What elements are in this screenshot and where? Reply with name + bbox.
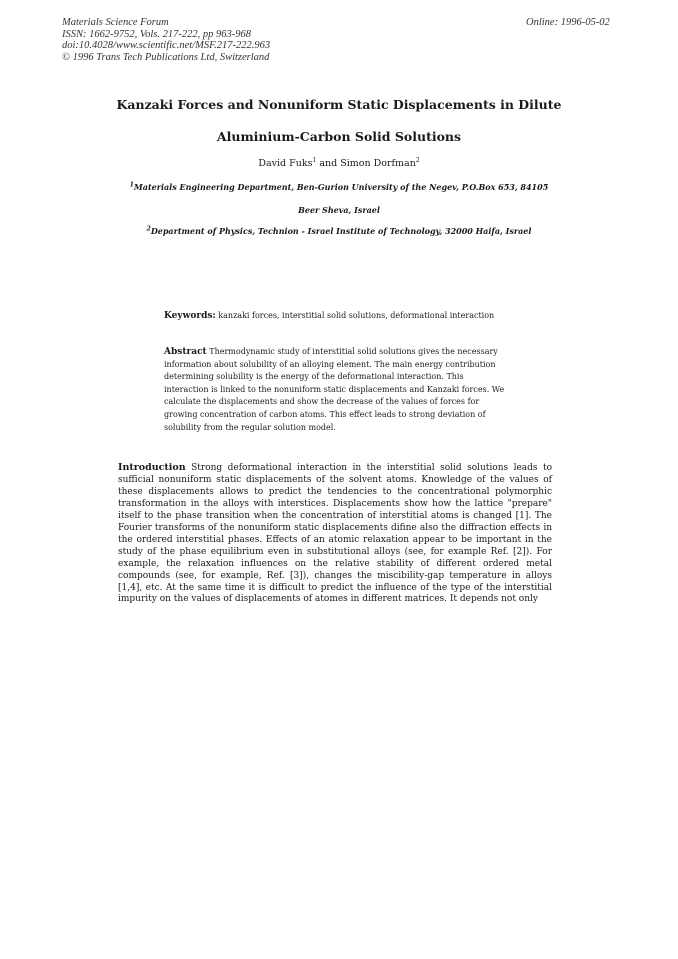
title-line-1: Kanzaki Forces and Nonuniform Static Displacements in Dilute [116, 97, 562, 112]
journal-info [62, 17, 270, 63]
introduction-heading: Introduction [118, 462, 186, 473]
abstract [164, 346, 508, 434]
abstract-text: Thermodynamic study of interstitial solid solutions gives the necessary information about solubility of an alloying element. The main energy contribution determining solubility is the energy of the deformational interaction. This interaction is linked to the nonuniform static displacements and Kanzaki forces. We calculate the displacements and show the decrease of the values of forces for growing concentration of carbon atoms. This effect leads to strong deviation of solubility from the regular solution model. [164, 347, 505, 432]
author-list [0, 158, 678, 169]
author-name: Simon Dorfman [340, 158, 416, 169]
paper-title [0, 89, 678, 153]
title-line-2: Aluminium-Carbon Solid Solutions [216, 129, 462, 144]
author-name: David Fuks [258, 158, 313, 169]
journal-issn: ISSN: 1662-9752, Vols. 217-222, pp 963-968 [62, 28, 251, 40]
journal-name: Materials Science Forum [62, 17, 169, 28]
affiliation-text: Materials Engineering Department, Ben-Gurion University of the Negev, P.O.Box 653, 84105 [133, 182, 549, 192]
affiliation-1 [0, 182, 678, 192]
affiliation-text: Department of Physics, Technion - Israel Institute of Technology, 32000 Haifa, Israel [150, 226, 532, 236]
journal-doi: doi:10.4028/www.scientific.net/MSF.217-222.963 [62, 40, 271, 51]
affiliation-mark: 2 [146, 225, 151, 233]
affiliation-2 [0, 226, 678, 236]
keywords-label: Keywords: [164, 311, 216, 321]
author-conjunction: and [316, 158, 341, 169]
introduction-text: Strong deformational interaction in the interstitial solid solutions leads to sufficial nonuniform static displacements of the solvent atoms. Knowledge of the values of these displacements allows to predict the tendencies to the concentrational polymorphic transformation in the alloys with interstices. Displacements show how the lattice "prepare" itself to the phase transition when the concentration of interstitial atoms is changed [1]. The Fourier transforms of the nonuniform static displacements difine also the diffraction effects in the ordered interstitial phases. Effects of an atomic relaxation appear to be important in the study of the phase equilibrium even in substitutional alloys (see, for example Ref. [2]). For example, the relaxation influences on the relative stability of different ordered metal compounds (see, for example, Ref. [3]), changes the miscibility-gap temperature in alloys [1,4], etc. At the same time it is difficult to predict the influence of the type of the interstitial impurity on the values of displacements of atomes in different matrices. It depends not only [118, 463, 552, 605]
keywords [164, 310, 508, 323]
affiliation-1-city: Beer Sheva, Israel [298, 205, 380, 215]
author-affiliation-mark: 1 [312, 156, 317, 164]
abstract-label: Abstract [164, 347, 207, 357]
journal-copyright: © 1996 Trans Tech Publications Ltd, Switzerland [62, 51, 270, 63]
online-date: Online: 1996-05-02 [526, 17, 610, 28]
introduction [118, 462, 552, 606]
author-affiliation-mark: 2 [415, 156, 420, 164]
affiliation-mark: 1 [129, 181, 134, 189]
keywords-text: kanzaki forces, interstitial solid solutions, deformational interaction [215, 311, 495, 320]
